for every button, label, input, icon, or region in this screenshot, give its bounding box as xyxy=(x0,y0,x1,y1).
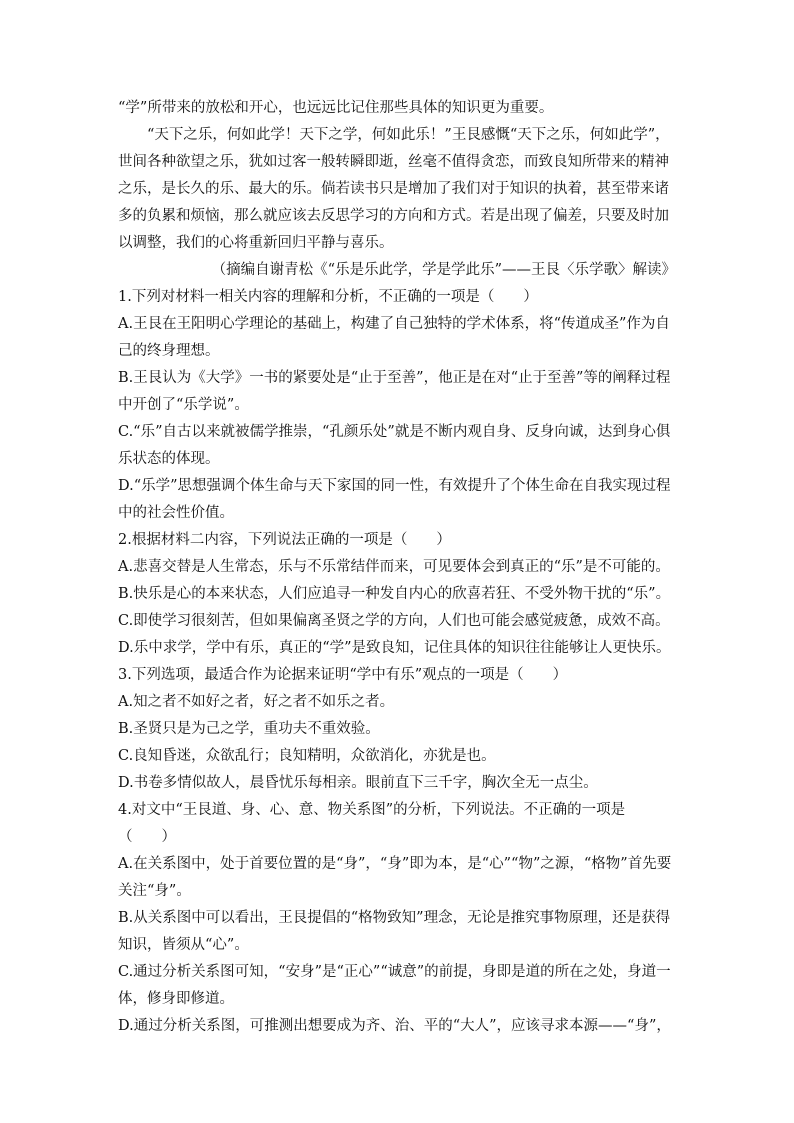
question-stem: 1.下列对材料一相关内容的理解和分析，不正确的一项是（ ） xyxy=(118,289,538,305)
question-stem: 4.对文中“王艮道、身、心、意、物关系图”的分析，下列说法。不正确的一项是（ ） xyxy=(118,802,626,845)
question-stem: 3.下列选项，最适合作为论据来证明“学中有乐”观点的一项是（ ） xyxy=(118,667,568,683)
question-2 xyxy=(118,527,672,662)
question-4 xyxy=(118,797,672,1040)
option-d: D.乐中求学，学中有乐，真正的“学”是致良知，记住具体的知识往往能够让人更快乐。 xyxy=(118,640,671,656)
option-d: D.“乐学”思想强调个体生命与天下家国的同一性，有效提升了个体生命在自我实现过程中的社会性价值。 xyxy=(118,478,671,521)
option-d: D.书卷多情似故人，晨昏忧乐每相亲。眼前直下三千字，胸次全无一点尘。 xyxy=(118,775,598,791)
question-3 xyxy=(118,662,672,797)
passage-paragraph-2: “天下之乐，何如此学！天下之学，何如此乐！”王艮感慨“天下之乐，何如此学”，世间各种欲望之乐，犹如过客一般转瞬即逝，丝毫不值得贪恋，而致良知所带来的精神之乐，是长久的乐、最大的乐。倘若读书只是增加了我们对于知识的执着，甚至带来诸多的负累和烦恼，那么就应该去反思学习的方向和方式。若是出现了偏差，只要及时加以调整，我们的心将重新回归平静与喜乐。 xyxy=(118,127,670,251)
option-b: B.王艮认为《大学》一书的紧要处是“止于至善”，他正是在对“止于至善”等的阐释过程中开创了“乐学说”。 xyxy=(118,370,671,413)
option-a: A.王艮在王阳明心学理论的基础上，构建了自己独特的学术体系，将“传道成圣”作为自己的终身理想。 xyxy=(118,316,670,359)
option-c: C.通过分析关系图可知，“安身”是“正心”“诚意”的前提，身即是道的所在之处，身道一体，修身即修道。 xyxy=(118,964,671,1007)
option-c: C.“乐”自古以来就被儒学推崇，“孔颜乐处”就是不断内观自身、反身向诚，达到身心俱乐状态的体现。 xyxy=(118,424,671,467)
passage-paragraph-1: “学”所带来的放松和开心，也远远比记住那些具体的知识更为重要。 xyxy=(118,100,554,116)
option-c: C.良知昏迷，众欲乱行；良知精明，众欲消化，亦犹是也。 xyxy=(118,748,496,764)
option-a: A.知之者不如好之者，好之者不如乐之者。 xyxy=(118,694,395,710)
option-a: A.在关系图中，处于首要位置的是“身”，“身”即为本，是“心”“物”之源，“格物”首先要关注“身”。 xyxy=(118,856,672,899)
option-b: B.快乐是心的本来状态，人们应追寻一种发自内心的欣喜若狂、不受外物干扰的“乐”。 xyxy=(118,586,671,602)
option-c: C.即使学习很刻苦，但如果偏离圣贤之学的方向，人们也可能会感觉疲惫，成效不高。 xyxy=(118,613,670,629)
option-b: B.圣贤只是为己之学，重功夫不重效验。 xyxy=(118,721,380,737)
question-stem: 2.根据材料二内容，下列说法正确的一项是（ ） xyxy=(118,532,451,548)
passage-source: （摘编自谢青松《“乐是乐此学，学是学此乐”——王艮〈乐学歌〉解读》 xyxy=(211,262,676,278)
option-a: A.悲喜交替是人生常态，乐与不乐常结伴而来，可见要体会到真正的“乐”是不可能的。 xyxy=(118,559,670,575)
question-1 xyxy=(118,284,672,527)
option-d: D.通过分析关系图，可推测出想要成为齐、治、平的“大人”，应该寻求本源——“身”， xyxy=(118,1018,671,1034)
option-b: B.从关系图中可以看出，王艮提倡的“格物致知”理念，无论是推究事物原理，还是获得知识，皆须从“心”。 xyxy=(118,910,671,953)
